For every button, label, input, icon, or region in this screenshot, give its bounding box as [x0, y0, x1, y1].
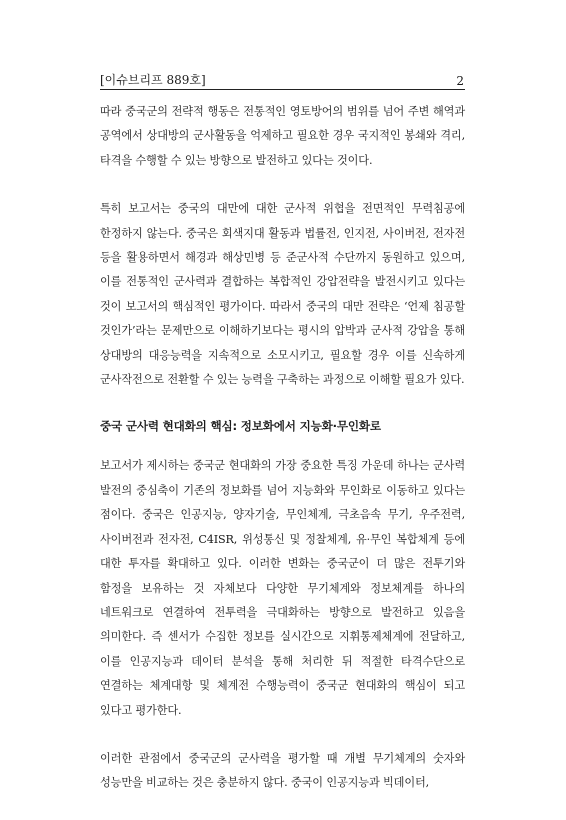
header-divider	[100, 89, 465, 90]
issue-brief-label: [이슈브리프 889호]	[100, 73, 206, 87]
page-number: 2	[456, 74, 464, 88]
page-header	[100, 68, 464, 88]
section-paragraph-2: 이러한 관점에서 중국군의 군사력을 평가할 때 개별 무기체계의 숫자와 성능만을 비교하는 것은 충분하지 않다. 중국이 인공지능과 빅데이터,	[100, 751, 465, 790]
paragraph-1: 따라 중국군의 전략적 행동은 전통적인 영토방어의 범위를 넘어 주변 해역과 공역에서 상대방의 군사활동을 억제하고 필요한 경우 국지적인 봉쇄와 격리, 타격을 수행할 수 있는 방향으로 발전하고 있다는 것이다.	[100, 105, 465, 167]
section-paragraph-1: 보고서가 제시하는 중국군 현대화의 가장 중요한 특징 가운데 하나는 군사력 발전의 중심축이 기존의 정보화를 넘어 지능화와 무인화로 이동하고 있다는 점이다. 중국은 인공지능, 양자기술, 무인체계, 극초음속 무기, 우주전력, 사이버전과 전자전, C4ISR, 위성통신 및 정찰체계, 유·무인 복합체계 등에 대한 투자를 확대하고 있다. 이러한 변화는 중국군이 더 많은 전투기와 함정을 보유하는 것 자체보다 다양한 무기체계와 정보체계를 하나의 네트워크로 연결하여 전투력을 극대화하는 방향으로 발전하고 있음을 의미한다. 즉 센서가 수집한 정보를 실시간으로 지휘통제체계에 전달하고, 이를 인공지능과 데이터 분석을 통해 처리한 뒤 적절한 타격수단으로 연결하는 체계대항 및 체계전 수행능력이 중국군 현대화의 핵심이 되고 있다고 평가한다.	[100, 459, 465, 717]
paragraph-2: 특히 보고서는 중국의 대만에 대한 군사적 위협을 전면적인 무력침공에 한정하지 않는다. 중국은 회색지대 활동과 법률전, 인지전, 사이버전, 전자전 등을 활용하면서 해경과 해상민병 등 준군사적 수단까지 동원하고 있으며, 이를 전통적인 군사력과 결합하는 복합적인 강압전략을 발전시키고 있다는 것이 보고서의 핵심적인 평가이다. 따라서 중국의 대만 전략은 ‘언제 침공할 것인가’라는 문제만으로 이해하기보다는 평시의 압박과 군사적 강압을 통해 상대방의 대응능력을 지속적으로 소모시키고, 필요할 경우 이를 신속하게 군사작전으로 전환할 수 있는 능력을 구축하는 과정으로 이해할 필요가 있다.	[100, 202, 465, 387]
body-content	[100, 100, 465, 820]
section-heading: 중국 군사력 현대화의 핵심: 정보화에서 지능화·무인화로	[100, 419, 381, 434]
